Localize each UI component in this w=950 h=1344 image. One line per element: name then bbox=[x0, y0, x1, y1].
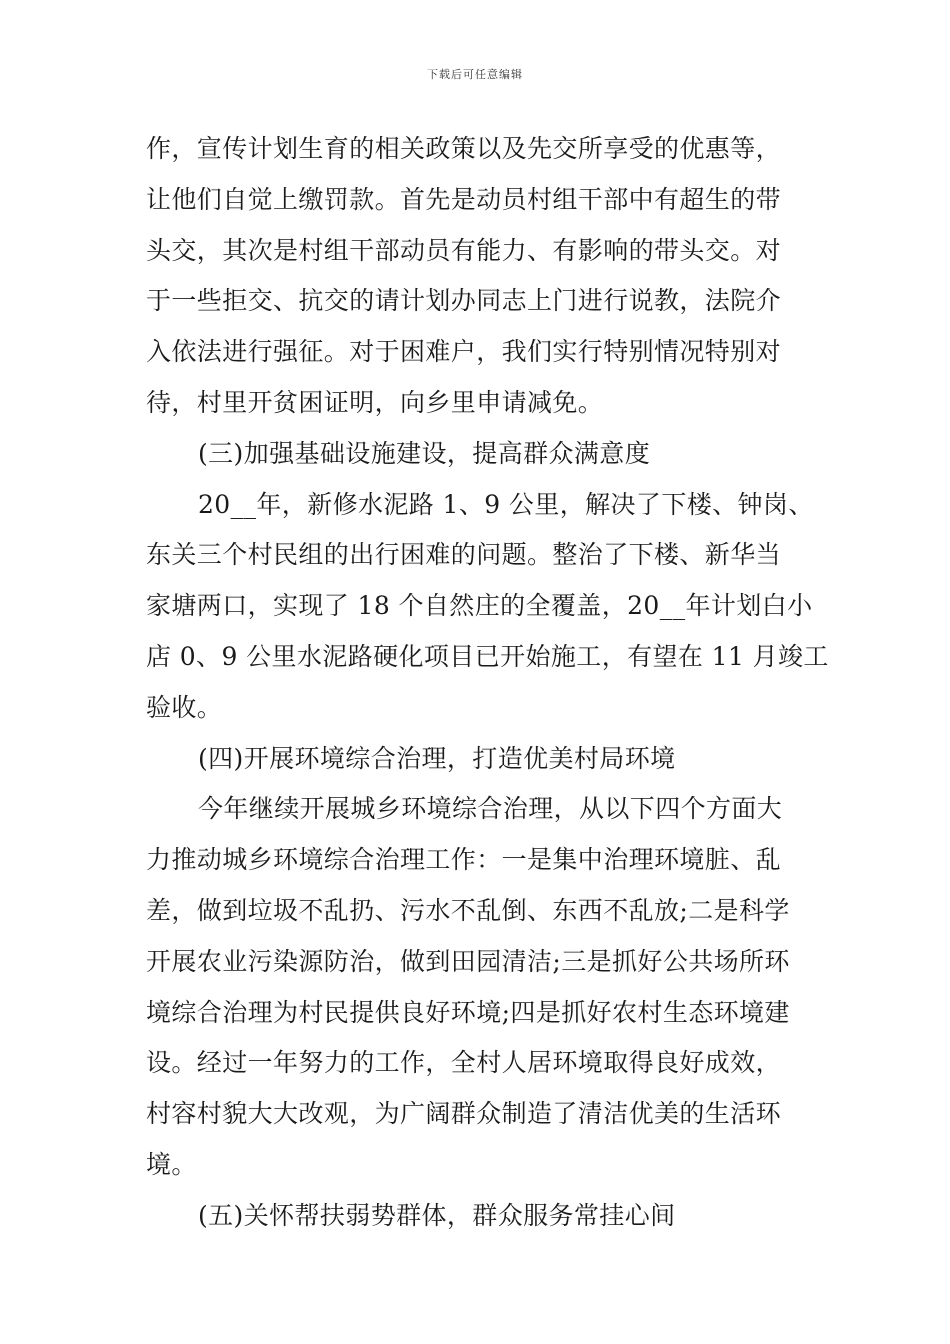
text-line: 东关三个村民组的出行困难的问题。整治了下楼、新华当 bbox=[146, 540, 782, 570]
text-line: 验收。 bbox=[146, 692, 223, 722]
text-line: 今年继续开展城乡环境综合治理，从以下四个方面大 bbox=[198, 794, 783, 824]
text-line: 力推动城乡环境综合治理工作：一是集中治理环境脏、乱 bbox=[146, 845, 782, 875]
paragraph-environment bbox=[146, 784, 808, 1190]
text-line: 境综合治理为村民提供良好环境;四是抓好农村生态环境建 bbox=[146, 997, 790, 1027]
text-line: 家塘两口，实现了 18 个自然庄的全覆盖，20__年计划白小 bbox=[146, 591, 813, 621]
text-line: 20__年，新修水泥路 1、9 公里，解决了下楼、钟岗、 bbox=[198, 489, 814, 519]
paragraph-family-planning bbox=[146, 124, 808, 429]
paragraph-infrastructure bbox=[146, 480, 829, 734]
text-line: 待，村里开贫困证明，向乡里申请减免。 bbox=[146, 387, 604, 417]
text-line: 头交，其次是村组干部动员有能力、有影响的带头交。对 bbox=[146, 235, 782, 265]
text-line: 开展农业污染源防治，做到田园清洁;三是抓好公共场所环 bbox=[146, 946, 790, 976]
section-heading-5: (五)关怀帮扶弱势群体，群众服务常挂心间 bbox=[198, 1200, 676, 1230]
text-line: 于一些拒交、抗交的请计划办同志上门进行说教，法院介 bbox=[146, 286, 782, 316]
text-line: 入依法进行强征。对于困难户，我们实行特别情况特别对 bbox=[146, 337, 782, 367]
text-line: 作，宣传计划生育的相关政策以及先交所享受的优惠等， bbox=[146, 134, 782, 163]
text-line: 让他们自觉上缴罚款。首先是动员村组干部中有超生的带 bbox=[146, 184, 782, 214]
text-line: 店 0、9 公里水泥路硬化项目已开始施工，有望在 11 月竣工 bbox=[146, 641, 829, 671]
section-heading-3: (三)加强基础设施建设，提高群众满意度 bbox=[198, 438, 651, 468]
section-heading-4: (四)开展环境综合治理，打造优美村局环境 bbox=[198, 743, 676, 773]
text-line: 村容村貌大大改观，为广阔群众制造了清洁优美的生活环 bbox=[146, 1099, 782, 1129]
text-line: 设。经过一年努力的工作，全村人居环境取得良好成效， bbox=[146, 1048, 782, 1078]
text-line: 境。 bbox=[146, 1149, 197, 1179]
page-header-watermark: 下载后可任意编辑 bbox=[427, 68, 523, 81]
document-body bbox=[146, 124, 829, 1242]
text-line: 差，做到垃圾不乱扔、污水不乱倒、东西不乱放;二是科学 bbox=[146, 895, 790, 925]
